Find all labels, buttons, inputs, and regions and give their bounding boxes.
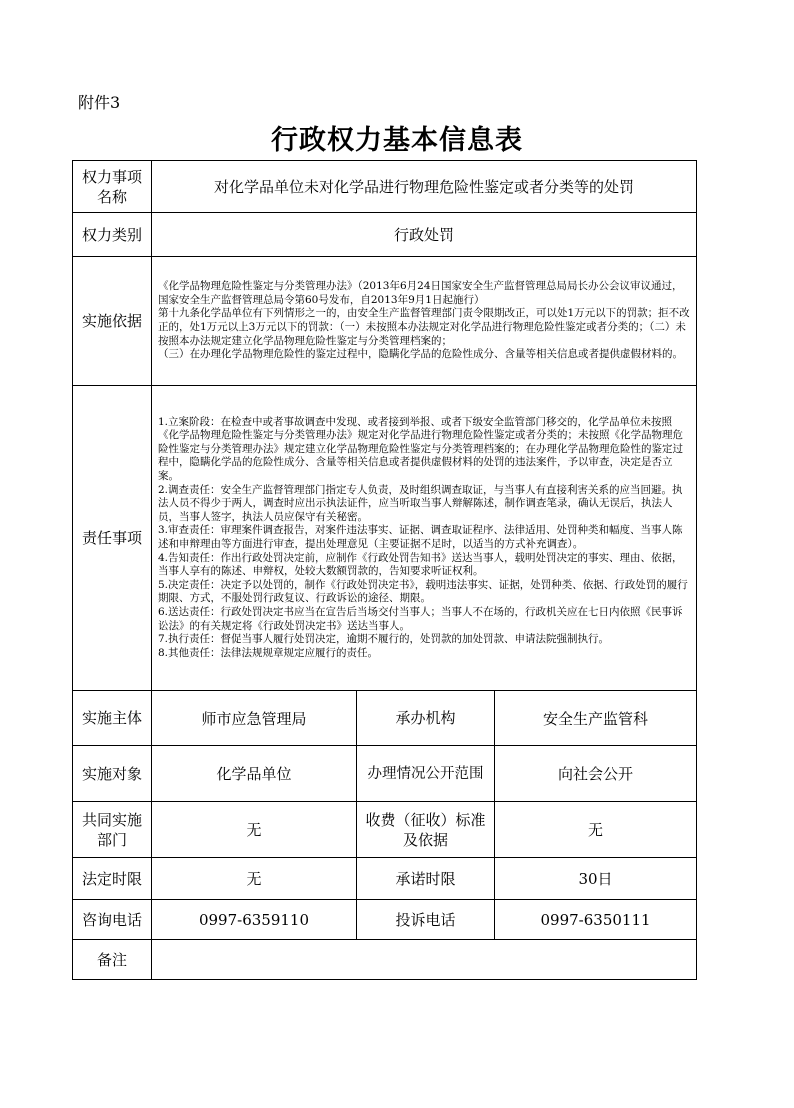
time-label: 法定时限 <box>73 858 152 900</box>
row-phone <box>73 900 697 940</box>
row-name <box>73 161 697 213</box>
promise-time-value: 30日 <box>495 858 697 900</box>
basis-paragraph: 第十九条化学品单位有下列情形之一的，由安全生产监督管理部门责令限期改正，可以处1万元以下的罚款；拒不改正的，处1万元以上3万元以下的罚款：（一）未按照本办法规定对化学品进行物理危险性鉴定或者分类的；（二）未按照本办法规定建立化学品物理危险性鉴定与分类管理档案的； <box>158 307 690 347</box>
fee-value: 无 <box>495 802 697 858</box>
subject-label: 实施主体 <box>73 691 152 746</box>
consult-phone-value: 0997-6359110 <box>152 900 357 940</box>
complaint-phone-value: 0997-6350111 <box>495 900 697 940</box>
row-category <box>73 213 697 257</box>
target-label: 实施对象 <box>73 746 152 802</box>
duty-paragraph: 7.执行责任：督促当事人履行处罚决定，逾期不履行的，处罚款的加处罚款、申请法院强制执行。 <box>158 633 610 646</box>
disclosure-value: 向社会公开 <box>495 746 697 802</box>
row-joint <box>73 802 697 858</box>
joint-value: 无 <box>152 802 357 858</box>
basis-paragraph: （三）在办理化学品物理危险性的鉴定过程中，隐瞒化学品的危险性成分、含量等相关信息或者提供虚假材料的。 <box>158 348 683 361</box>
agency-label: 承办机构 <box>357 691 495 746</box>
duty-paragraph: 5.决定责任：决定予以处罚的，制作《行政处罚决定书》，载明违法事实、证据，处罚种类、依据、行政处罚的履行期限、方式，不服处罚行政复议、行政诉讼的途径、期限。 <box>158 578 688 605</box>
attachment-label: 附件3 <box>78 93 121 112</box>
duty-paragraph: 4.告知责任：作出行政处罚决定前，应制作《行政处罚告知书》送达当事人，载明处罚决定的事实、理由、依据，当事人享有的陈述、申辩权，处较大数额罚款的，告知要求听证权利。 <box>158 551 683 578</box>
name-value: 对化学品单位未对化学品进行物理危险性鉴定或者分类等的处罚 <box>152 161 697 213</box>
duty-paragraph: 2.调查责任：安全生产监督管理部门指定专人负责，及时组织调查取证，与当事人有直接利害关系的应当回避。执法人员不得少于两人，调查时应出示执法证件，应当听取当事人辩解陈述，制作调查笔录，确认无误后，执法人员，当事人签字，执法人员应保守有关秘密。 <box>158 483 683 523</box>
page-title: 行政权力基本信息表 <box>271 125 523 156</box>
target-value: 化学品单位 <box>152 746 357 802</box>
row-duty <box>73 386 697 691</box>
row-subject <box>73 691 697 746</box>
joint-label: 共同实施部门 <box>73 802 152 858</box>
subject-value: 师市应急管理局 <box>152 691 357 746</box>
basis-content <box>152 257 697 386</box>
row-target <box>73 746 697 802</box>
remark-label: 备注 <box>73 940 152 980</box>
remark-value <box>152 940 697 980</box>
name-label: 权力事项名称 <box>73 161 152 213</box>
row-remark <box>73 940 697 980</box>
time-value: 无 <box>152 858 357 900</box>
duty-paragraph: 8.其他责任：法律法规规章规定应履行的责任。 <box>158 646 379 659</box>
row-time <box>73 858 697 900</box>
duty-label: 责任事项 <box>73 386 152 691</box>
duty-paragraph: 1.立案阶段：在检查中或者事故调查中发现、或者接到举报、或者下级安全监管部门移交的，化学品单位未按照《化学品物理危险性鉴定与分类管理办法》规定对化学品进行物理危险性鉴定或者分类的；未按照《化学品物理危险性鉴定与分类管理办法》规定建立化学品物理危险性鉴定与分类管理档案的；在办理化学品物理危险性的鉴定过程中，隐瞒化学品的危险性成分、含量等相关信息或者提供虚假材料的处罚的违法案件，予以审查，决定是否立案。 <box>158 415 683 483</box>
row-basis <box>73 257 697 386</box>
promise-time-label: 承诺时限 <box>357 858 495 900</box>
info-table <box>72 160 697 980</box>
disclosure-label: 办理情况公开范围 <box>357 746 495 802</box>
fee-label: 收费（征收）标准及依据 <box>357 802 495 858</box>
category-label: 权力类别 <box>73 213 152 257</box>
duty-paragraph: 6.送达责任：行政处罚决定书应当在宣告后当场交付当事人；当事人不在场的，行政机关应在七日内依照《民事诉讼法》的有关规定将《行政处罚决定书》送达当事人。 <box>158 605 683 632</box>
duty-paragraph: 3.审查责任：审理案件调查报告，对案件违法事实、证据、调查取证程序、法律适用、处罚种类和幅度、当事人陈述和申辩理由等方面进行审查，提出处理意见（主要证据不足时，以适当的方式补充调查）。 <box>158 524 683 550</box>
consult-phone-label: 咨询电话 <box>73 900 152 940</box>
basis-paragraph: 《化学品物理危险性鉴定与分类管理办法》（2013年6月24日国家安全生产监督管理总局局长办公会议审议通过，国家安全生产监督管理总局令第60号发布，自2013年9月1日起施行） <box>158 280 683 306</box>
basis-label: 实施依据 <box>73 257 152 386</box>
duty-content <box>152 386 697 691</box>
complaint-phone-label: 投诉电话 <box>357 900 495 940</box>
agency-value: 安全生产监管科 <box>495 691 697 746</box>
category-value: 行政处罚 <box>152 213 697 257</box>
